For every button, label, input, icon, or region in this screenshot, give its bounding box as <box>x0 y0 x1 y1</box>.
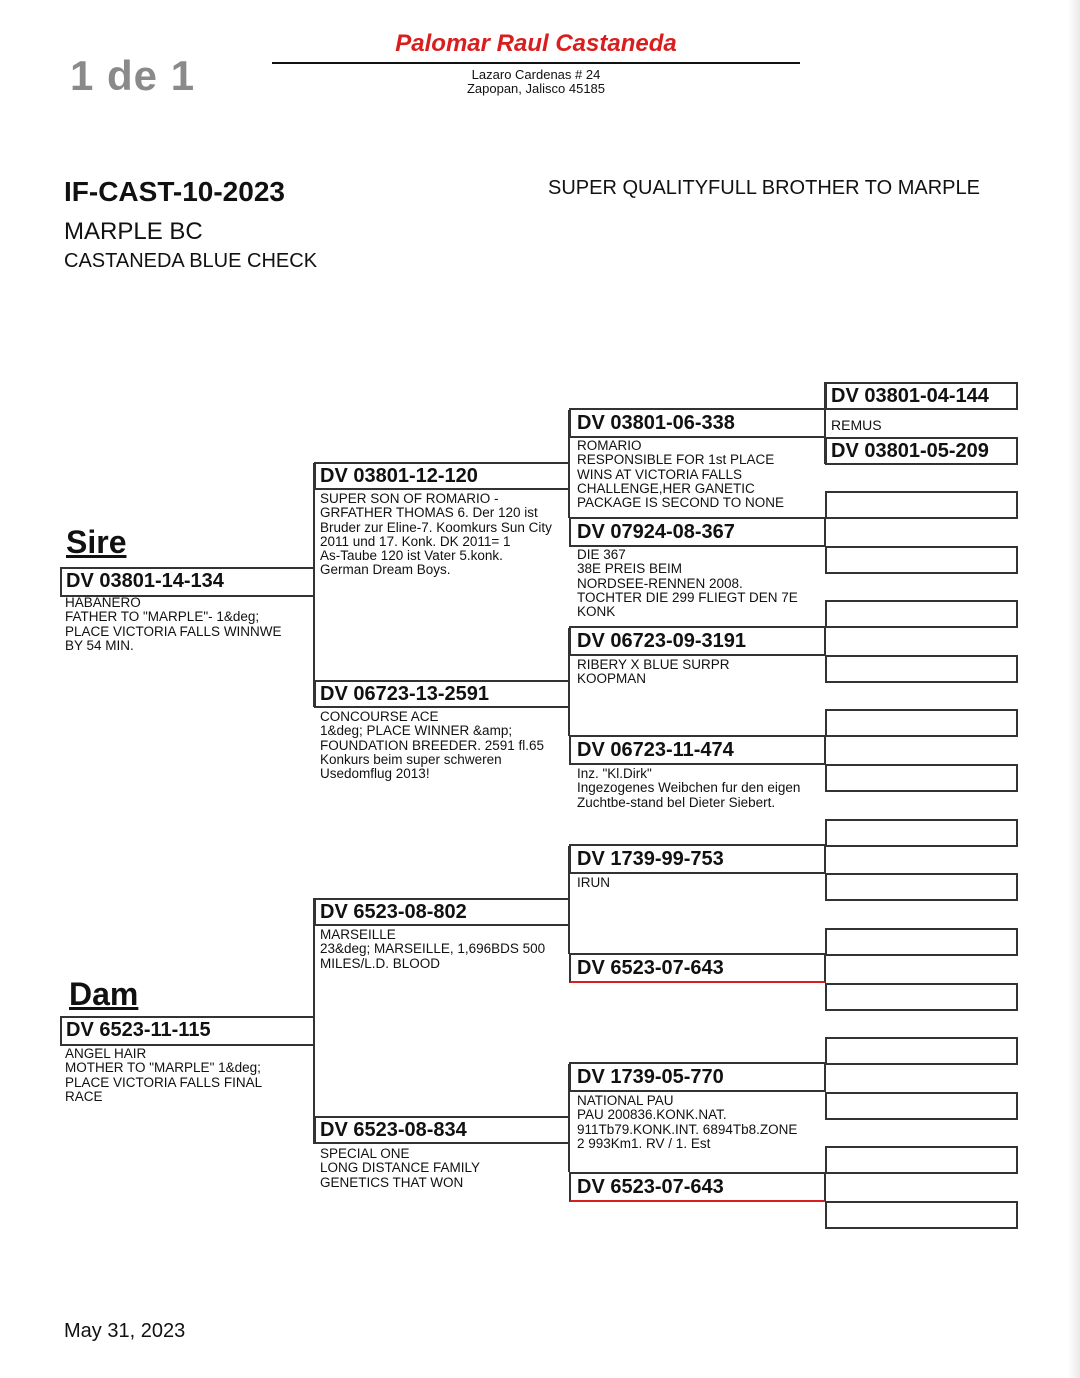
gen3-sdd-ring: DV 06723-11-474 <box>577 739 734 761</box>
gen4-empty-box <box>825 819 1018 847</box>
gen4-sssd-ring: DV 03801-05-209 <box>831 440 989 462</box>
gen3-sds-ring: DV 06723-09-3191 <box>577 630 747 652</box>
gen2-ds-ring: DV 6523-08-802 <box>320 901 467 923</box>
gen3-dss-ring: DV 1739-99-753 <box>577 848 724 870</box>
gen4-empty-box <box>825 764 1018 792</box>
pigeon-color: CASTANEDA BLUE CHECK <box>64 250 318 272</box>
gen3-dsd-ring: DV 6523-07-643 <box>577 957 724 979</box>
gen3-sds-notes: RIBERY X BLUE SURPR KOOPMAN <box>577 657 730 687</box>
page-edge <box>1068 0 1080 1378</box>
loft-name: Palomar Raul Castaneda <box>395 30 677 57</box>
address-line-2: Zapopan, Jalisco 45185 <box>466 81 606 96</box>
gen3-ssd-notes: DIE 367 38E PREIS BEIM NORDSEE-RENNEN 2008. TOCHTER DIE 299 FLIEGT DEN 7E KONK <box>577 547 798 620</box>
gen2-sd-ring: DV 06723-13-2591 <box>320 683 490 705</box>
sire-notes: HABANERO FATHER TO "MARPLE"- 1&deg; PLACE VICTORIA FALLS WINNWE BY 54 MIN. <box>65 595 282 653</box>
gen4-empty-box <box>825 655 1018 683</box>
address-line-1: Lazaro Cardenas # 24 <box>471 67 601 82</box>
gen4-empty-box <box>825 1146 1018 1174</box>
gen4-empty-box <box>825 1201 1018 1229</box>
gen4-ssss-notes: REMUS <box>831 417 882 433</box>
gen3-dss-notes: IRUN <box>577 875 610 890</box>
gen4-empty-box <box>825 1037 1018 1065</box>
gen2-ss-ring: DV 03801-12-120 <box>320 465 478 487</box>
gen2-sd-notes: CONCOURSE ACE 1&deg; PLACE WINNER &amp; FOUNDATION BREEDER. 2591 fl.65 Konkurs beim super schweren Usedomflug 2013! <box>320 709 545 782</box>
page-count: 1 de 1 <box>70 52 196 99</box>
gen4-empty-box <box>825 928 1018 956</box>
pigeon-subtitle: SUPER QUALITYFULL BROTHER TO MARPLE <box>548 177 980 199</box>
gen2-ss-notes: SUPER SON OF ROMARIO - GRFATHER THOMAS 6. Der 120 ist Bruder zur Eline-7. Koomkurs Sun City 2011 und 17. Konk. DK 2011= 1 As-Taube 120 ist Vater 5.konk. German Dream Boys. <box>320 491 552 578</box>
loft-address <box>272 68 800 96</box>
gen3-ddd-ring: DV 6523-07-643 <box>577 1176 724 1198</box>
pigeon-name: MARPLE BC <box>64 218 203 245</box>
gen2-dd-notes: SPECIAL ONE LONG DISTANCE FAMILY GENETICS THAT WON <box>320 1146 481 1190</box>
gen3-ssd-ring: DV 07924-08-367 <box>577 521 735 543</box>
gen2-ds-notes: MARSEILLE 23&deg; MARSEILLE, 1,696BDS 500 MILES/L.D. BLOOD <box>320 927 546 971</box>
gen3-dds-notes: NATIONAL PAU PAU 200836.KONK.NAT. 911Tb79.KONK.INT. 6894Tb8.ZONE 2 993Km1. RV / 1. Est <box>577 1093 798 1151</box>
gen4-empty-box <box>825 983 1018 1011</box>
gen3-dds-ring: DV 1739-05-770 <box>577 1066 724 1088</box>
header-rule <box>272 62 800 64</box>
document-date: May 31, 2023 <box>64 1320 186 1342</box>
sire-label: Sire <box>66 524 127 560</box>
gen4-empty-box <box>825 491 1018 519</box>
sire-ring: DV 03801-14-134 <box>66 570 224 592</box>
dam-ring: DV 6523-11-115 <box>66 1019 211 1041</box>
pigeon-ring-number: IF-CAST-10-2023 <box>64 176 285 207</box>
gen4-ssss-ring: DV 03801-04-144 <box>831 385 989 407</box>
dam-label: Dam <box>69 976 139 1012</box>
gen3-sss-ring: DV 03801-06-338 <box>577 412 735 434</box>
dam-notes: ANGEL HAIR MOTHER TO "MARPLE" 1&deg; PLACE VICTORIA FALLS FINAL RACE <box>65 1046 263 1104</box>
gen3-sdd-notes: Inz. "Kl.Dirk" Ingezogenes Weibchen fur den eigen Zuchtbe-stand bel Dieter Siebert. <box>577 766 801 810</box>
gen3-sss-notes: ROMARIO RESPONSIBLE FOR 1st PLACE WINS AT VICTORIA FALLS CHALLENGE,HER GANETIC PACKAGE IS SECOND TO NONE <box>577 438 785 511</box>
gen4-empty-box <box>825 873 1018 901</box>
gen4-empty-box <box>825 1092 1018 1120</box>
gen4-empty-box <box>825 600 1018 628</box>
gen4-empty-box <box>825 546 1018 574</box>
gen2-dd-ring: DV 6523-08-834 <box>320 1119 467 1141</box>
gen4-empty-box <box>825 709 1018 737</box>
